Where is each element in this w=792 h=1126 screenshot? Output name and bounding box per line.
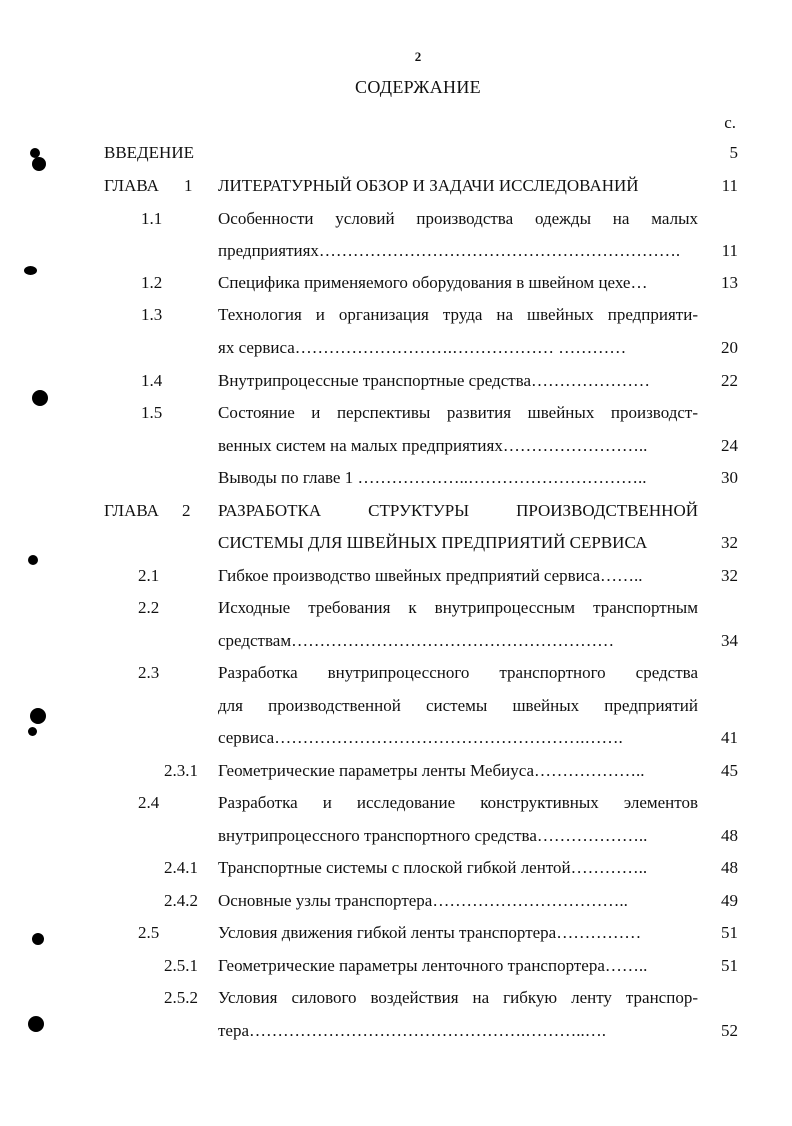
punch-hole-mark [32, 390, 48, 406]
toc-entry-page: 13 [721, 273, 738, 292]
section-title-line: Транспортные системы с плоской гибкой лентой………….. [218, 858, 648, 877]
chapter-number: 1 [184, 176, 193, 195]
chapter-number: 2 [182, 501, 191, 520]
toc-entry-page: 32 [721, 533, 738, 552]
section-number: 2.4 [138, 793, 160, 812]
toc-entry-page: 34 [721, 631, 738, 650]
punch-hole-mark [28, 1016, 44, 1032]
section-title-line: ях сервиса……………………….……………… ………… [218, 338, 627, 357]
section-title-line: предприятиях………………………………………………………. [218, 241, 681, 260]
section-title-line: Исходные требования к внутрипроцессным транспортным [218, 598, 698, 617]
section-number: 1.3 [141, 305, 163, 324]
section-number: 2.4.2 [164, 891, 198, 910]
section-number: 1.1 [141, 209, 163, 228]
page-title: СОДЕРЖАНИЕ [355, 77, 481, 97]
toc-entry-label: ВВЕДЕНИЕ [104, 143, 194, 162]
section-title-line: внутрипроцессного транспортного средства……………….. [218, 826, 648, 845]
toc-entry-page: 24 [721, 436, 738, 455]
section-title-line: Технология и организация труда на швейных предприяти- [218, 305, 698, 324]
toc-entry-page: 52 [721, 1021, 738, 1040]
chapter-label: ГЛАВА [104, 176, 159, 195]
section-title-line: для производственной системы швейных предприятий [218, 696, 698, 715]
toc-entry-page: 5 [729, 143, 738, 162]
chapter-title: ЛИТЕРАТУРНЫЙ ОБЗОР И ЗАДАЧИ ИССЛЕДОВАНИЙ [218, 176, 639, 195]
section-title-line: тера………………………………………….………..…. [218, 1021, 607, 1040]
section-title-line: Условия силового воздействия на гибкую ленту транспор- [218, 988, 698, 1007]
section-number: 2.5.2 [164, 988, 198, 1007]
section-number: 1.5 [141, 403, 163, 422]
chapter-title-line: СИСТЕМЫ ДЛЯ ШВЕЙНЫХ ПРЕДПРИЯТИЙ СЕРВИСА [218, 533, 648, 552]
page-number: 2 [414, 49, 422, 64]
section-number: 2.5.1 [164, 956, 198, 975]
section-title-line: Условия движения гибкой ленты транспортера…………… [218, 923, 642, 942]
toc-entry-page: 11 [721, 241, 738, 260]
toc-entry-page: 30 [721, 468, 738, 487]
section-number: 1.2 [141, 273, 163, 292]
section-title-line: Разработка и исследование конструктивных элементов [218, 793, 698, 812]
toc-entry-page: 48 [721, 826, 738, 845]
section-number: 2.5 [138, 923, 160, 942]
section-number: 1.4 [141, 371, 163, 390]
toc-entry-page: 51 [721, 923, 738, 942]
section-number: 2.4.1 [164, 858, 198, 877]
section-title-line: Состояние и перспективы развития швейных производст- [218, 403, 698, 422]
page-column-label: с. [724, 113, 736, 132]
section-number: 2.2 [138, 598, 160, 617]
section-number: 2.3 [138, 663, 160, 682]
section-title-line: Разработка внутрипроцессного транспортного средства [218, 663, 698, 682]
toc-entry-page: 45 [721, 761, 738, 780]
section-number: 2.1 [138, 566, 160, 585]
section-title-line: Геометрические параметры ленты Мебиуса……………….. [218, 761, 645, 780]
toc-entry-page: 20 [721, 338, 738, 357]
section-title-line: Основные узлы транспортера…………………………….. [218, 891, 628, 910]
section-title-line: Особенности условий производства одежды на малых [218, 209, 698, 228]
section-title-line: Внутрипроцессные транспортные средства………………… [218, 371, 651, 390]
section-title-line: Геометрические параметры ленточного транспортера…….. [218, 956, 648, 975]
toc-entry-page: 41 [721, 728, 738, 747]
toc-entry-page: 22 [721, 371, 738, 390]
chapter-label: ГЛАВА [104, 501, 159, 520]
section-title-line: средствам………………………………………………… [218, 631, 615, 650]
chapter-title-line: РАЗРАБОТКА СТРУКТУРЫ ПРОИЗВОДСТВЕННОЙ [218, 501, 698, 520]
section-title-line: Специфика применяемого оборудования в швейном цехе… [218, 273, 648, 292]
section-title-line: Гибкое производство швейных предприятий сервиса…….. [218, 566, 643, 585]
punch-hole-mark [32, 157, 46, 171]
punch-hole-mark [30, 708, 46, 724]
toc-entry-page: 11 [721, 176, 738, 195]
punch-hole-mark [24, 266, 37, 275]
toc-entry-page: 48 [721, 858, 738, 877]
section-title-line: Выводы по главе 1 ………………..………………………….. [218, 468, 647, 487]
toc-entry-page: 49 [721, 891, 738, 910]
section-number: 2.3.1 [164, 761, 198, 780]
toc-entry-page: 32 [721, 566, 738, 585]
punch-hole-mark [28, 727, 37, 736]
toc-entry-page: 51 [721, 956, 738, 975]
punch-hole-mark [32, 933, 44, 945]
punch-hole-mark [28, 555, 38, 565]
section-title-line: венных систем на малых предприятиях…………………….. [218, 436, 648, 455]
section-title-line: сервиса……………………………………………….……. [218, 728, 623, 747]
